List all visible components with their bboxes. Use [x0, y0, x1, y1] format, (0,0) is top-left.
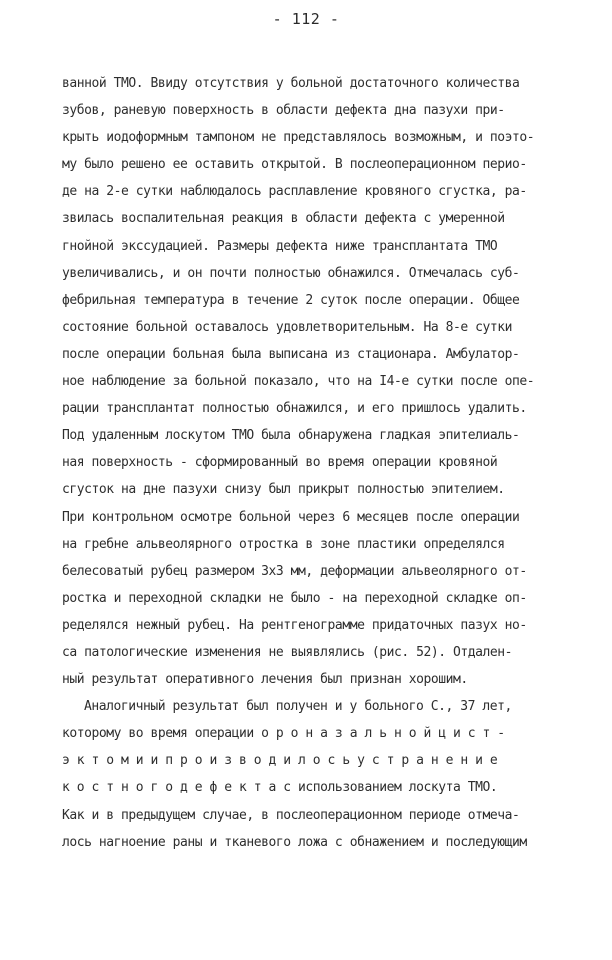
- text-line: сгусток на дне пазухи снизу был прикрыт полностью эпителием.: [62, 482, 505, 498]
- text-line: Как и в предыдущем случае, в послеоперационном периоде отмеча-: [62, 807, 520, 823]
- text-line: увеличивались, и он почти полностью обнажился. Отмечалась суб-: [62, 265, 520, 281]
- spaced-text-line: которому во время операции о р о н а з а л ь н о й ц и с т -: [62, 726, 505, 742]
- text-line: зубов, раневую поверхность в области дефекта дна пазухи при-: [62, 103, 505, 119]
- text-line: на гребне альвеолярного отростка в зоне пластики определялся: [62, 536, 505, 552]
- spaced-text-line: э к т о м и и п р о и з в о д и л о с ь у с т р а н е н и е: [62, 753, 498, 769]
- text-line: состояние больной оставалось удовлетворительным. На 8-е сутки: [62, 319, 512, 335]
- paragraph-start-line: Аналогичный результат был получен и у больного С., 37 лет,: [84, 699, 512, 715]
- text-line: де на 2-е сутки наблюдалось расплавление кровяного сгустка, ра-: [62, 184, 527, 200]
- text-line: гнойной экссудацией. Размеры дефекта ниже трансплантата ТМО: [62, 238, 498, 254]
- text-line: ределялся нежный рубец. На рентгенограмме придаточных пазух но-: [62, 617, 527, 633]
- text-line: Под удаленным лоскутом ТМО была обнаружена гладкая эпителиаль-: [62, 428, 520, 444]
- text-line: ный результат оперативного лечения был признан хорошим.: [62, 672, 468, 688]
- text-line: ное наблюдение за больной показало, что на I4-е сутки после опе-: [62, 374, 535, 390]
- text-line: ростка и переходной складки не было - на переходной складке оп-: [62, 590, 527, 606]
- text-line: лось нагноение раны и тканевого ложа с обнажением и последующим: [62, 834, 527, 850]
- text-line: звилась воспалительная реакция в области дефекта с умеренной: [62, 211, 505, 227]
- text-line: са патологические изменения не выявлялись (рис. 52). Отдален-: [62, 644, 512, 660]
- text-line: после операции больная была выписана из стационара. Амбулатор-: [62, 346, 520, 362]
- text-line: ная поверхность - сформированный во время операции кровяной: [62, 455, 498, 471]
- body-text: [62, 70, 577, 856]
- text-line: белесоватый рубец размером 3х3 мм, деформации альвеолярного от-: [62, 563, 527, 579]
- spaced-text-line: к о с т н о г о д е ф е к т а с использованием лоскута ТМО.: [62, 780, 498, 796]
- text-line: При контрольном осмотре больной через 6 месяцев после операции: [62, 509, 520, 525]
- text-line: му было решено ее оставить открытой. В послеоперационном перио-: [62, 157, 527, 173]
- text-line: фебрильная температура в течение 2 суток после операции. Общее: [62, 292, 520, 308]
- text-line: рации трансплантат полностью обнажился, и его пришлось удалить.: [62, 401, 527, 417]
- text-line: ванной ТМО. Ввиду отсутствия у больной достаточного количества: [62, 76, 520, 91]
- page-number: - 112 -: [272, 10, 340, 28]
- text-line: крыть иодоформным тампоном не представлялось возможным, и поэто-: [62, 130, 535, 146]
